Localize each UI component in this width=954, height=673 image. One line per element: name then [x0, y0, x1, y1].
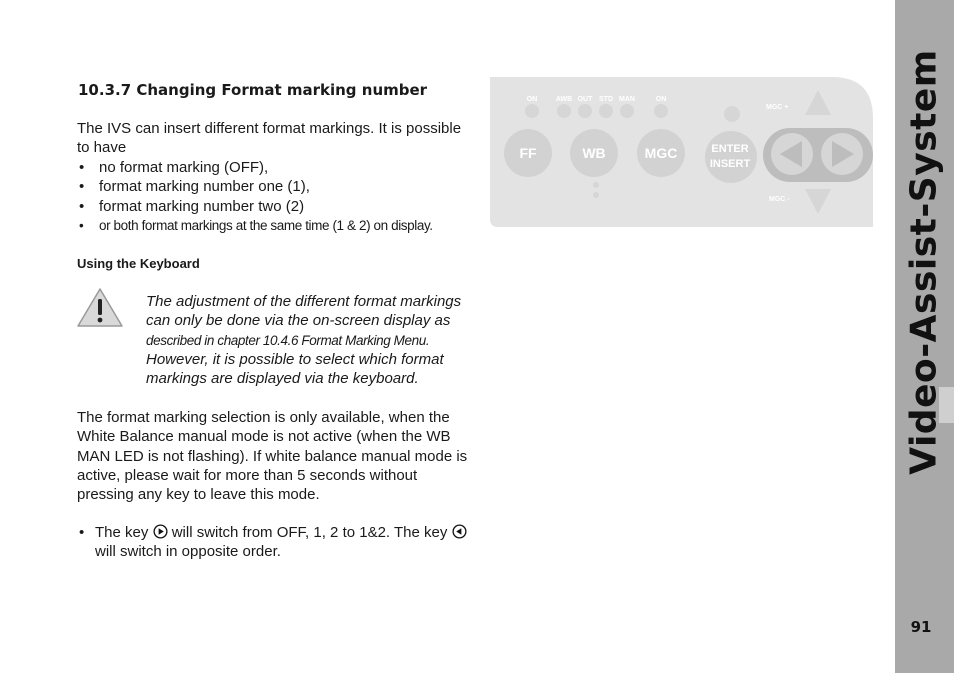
list-item: • format marking number one (1), [77, 177, 433, 196]
led-label: ON [526, 96, 538, 103]
button-label: FF [519, 145, 537, 161]
led-label: OUT [577, 96, 593, 103]
warning-line: described in chapter 10.4.6 Format Marking Menu. [146, 332, 430, 348]
section-heading: 10.3.7 Changing Format marking number [78, 81, 428, 99]
format-options-list [77, 158, 433, 235]
insert-label: INSERT [709, 158, 751, 170]
warning-line: However, it is possible to select which format markings are displayed via the keyboard. [146, 350, 444, 388]
button-label: MGC [644, 145, 678, 161]
warning-icon [76, 287, 124, 329]
led-label: STD [599, 96, 613, 103]
right-arrow-key-icon [153, 524, 168, 539]
key-text: will switch in opposite order. [95, 543, 281, 561]
mgc-minus-label: MGC - [769, 196, 790, 203]
list-item: • or both format markings at the same time (1 & 2) on display. [77, 216, 433, 235]
warning-text [146, 292, 476, 388]
wb-paragraph: The format marking selection is only available, when the White Balance manual mode is not active (when the WB MAN LED is not flashing). If white balance manual mode is active, please wait for more than 5 seconds without pressing any key to leave this mode. [77, 409, 468, 504]
enter-insert-button[interactable] [705, 131, 757, 183]
sidebar-title: Video-Assist-System [903, 49, 945, 475]
list-item: • format marking number two (2) [77, 197, 433, 216]
bullet-dot: • [79, 524, 85, 541]
list-item: • no format marking (OFF), [77, 158, 433, 177]
led-label: AWB [555, 96, 573, 103]
button-label: WB [582, 145, 606, 161]
key-text: will switch from OFF, 1, 2 to 1&2. The key [171, 524, 448, 541]
intro-text: The IVS can insert different format markings. It is possible to have [77, 120, 462, 156]
keypad-illustration [490, 77, 873, 227]
key-instruction [77, 523, 469, 562]
left-arrow-key-icon [452, 524, 467, 539]
enter-label: ENTER [711, 143, 749, 155]
mgc-plus-label: MGC + [766, 104, 789, 111]
key-text: The key [95, 524, 149, 541]
warning-line: The adjustment of the different format markings can only be done via the on-screen display as [146, 293, 462, 330]
page-number: 91 [910, 618, 932, 636]
led-label: MAN [619, 96, 635, 103]
led-label: ON [655, 96, 667, 103]
subheading: Using the Keyboard [77, 256, 200, 271]
